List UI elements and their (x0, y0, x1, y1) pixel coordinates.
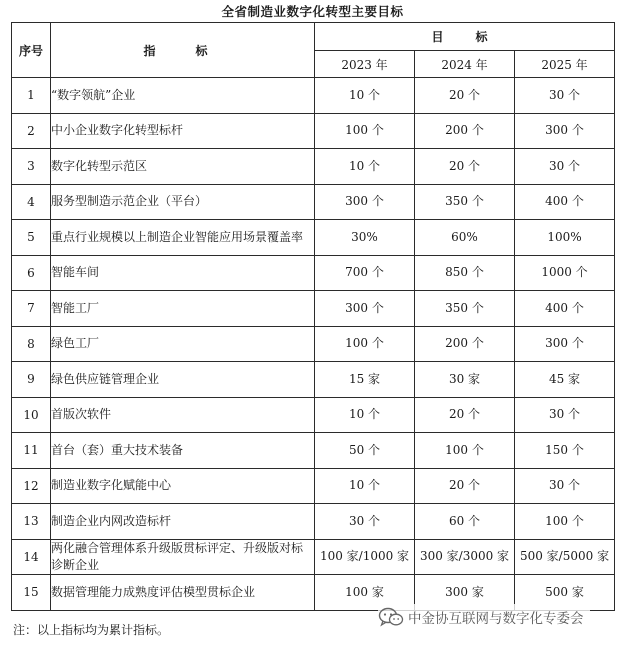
table-row (12, 433, 615, 469)
row-number: 5 (12, 220, 51, 256)
row-value-2023: 100 家 (315, 575, 415, 611)
row-number: 4 (12, 184, 51, 220)
row-value-2023: 100 个 (315, 326, 415, 362)
table-row (12, 539, 615, 575)
table-row (12, 113, 615, 149)
row-value-2024: 300 家/3000 家 (415, 539, 515, 575)
header-target-group: 目 标 (315, 23, 615, 51)
row-number: 12 (12, 468, 51, 504)
wechat-icon (378, 607, 404, 627)
row-indicator: 首台（套）重大技术装备 (51, 433, 315, 469)
row-value-2023: 10 个 (315, 78, 415, 114)
row-number: 7 (12, 291, 51, 327)
row-value-2024: 30 家 (415, 362, 515, 398)
row-value-2024: 60% (415, 220, 515, 256)
table-row (12, 149, 615, 185)
header-year-2023: 2023 年 (315, 51, 415, 78)
row-value-2025: 500 家 (515, 575, 615, 611)
row-number: 2 (12, 113, 51, 149)
row-value-2025: 150 个 (515, 433, 615, 469)
row-value-2025: 100% (515, 220, 615, 256)
row-value-2024: 300 家 (415, 575, 515, 611)
row-indicator: 中小企业数字化转型标杆 (51, 113, 315, 149)
row-indicator: 两化融合管理体系升级版贯标评定、升级版对标诊断企业 (51, 539, 315, 575)
row-number: 9 (12, 362, 51, 398)
row-value-2023: 10 个 (315, 149, 415, 185)
row-indicator: 智能车间 (51, 255, 315, 291)
row-number: 15 (12, 575, 51, 611)
row-value-2023: 30 个 (315, 504, 415, 540)
watermark-text: 中金协互联网与数字化专委会 (408, 611, 584, 627)
row-value-2023: 100 个 (315, 113, 415, 149)
watermark (378, 604, 590, 630)
row-number: 10 (12, 397, 51, 433)
row-number: 1 (12, 78, 51, 114)
row-value-2023: 10 个 (315, 468, 415, 504)
table-title: 全省制造业数字化转型主要目标 (221, 4, 404, 19)
header-year-2025: 2025 年 (515, 51, 615, 78)
table-row (12, 326, 615, 362)
header-year-2024: 2024 年 (415, 51, 515, 78)
row-value-2024: 200 个 (415, 113, 515, 149)
table-row (12, 362, 615, 398)
row-value-2025: 500 家/5000 家 (515, 539, 615, 575)
row-value-2025: 300 个 (515, 113, 615, 149)
table-row (12, 220, 615, 256)
table-row (12, 78, 615, 114)
row-value-2023: 100 家/1000 家 (315, 539, 415, 575)
row-value-2023: 15 家 (315, 362, 415, 398)
row-indicator: 数据管理能力成熟度评估模型贯标企业 (51, 575, 315, 611)
row-value-2024: 20 个 (415, 397, 515, 433)
row-value-2025: 400 个 (515, 184, 615, 220)
row-value-2024: 350 个 (415, 184, 515, 220)
row-indicator: 绿色供应链管理企业 (51, 362, 315, 398)
header-no: 序号 (12, 23, 51, 78)
row-value-2023: 300 个 (315, 291, 415, 327)
row-value-2025: 45 家 (515, 362, 615, 398)
table-row (12, 504, 615, 540)
row-value-2023: 50 个 (315, 433, 415, 469)
table-row (12, 291, 615, 327)
row-value-2024: 20 个 (415, 149, 515, 185)
row-number: 8 (12, 326, 51, 362)
row-value-2025: 100 个 (515, 504, 615, 540)
header-indicator: 指 标 (51, 23, 315, 78)
targets-table (11, 22, 615, 611)
row-indicator: 数字化转型示范区 (51, 149, 315, 185)
row-indicator: 制造业数字化赋能中心 (51, 468, 315, 504)
row-indicator: 绿色工厂 (51, 326, 315, 362)
row-indicator: 智能工厂 (51, 291, 315, 327)
row-number: 13 (12, 504, 51, 540)
row-indicator: 制造企业内网改造标杆 (51, 504, 315, 540)
row-value-2024: 60 个 (415, 504, 515, 540)
row-value-2023: 700 个 (315, 255, 415, 291)
row-indicator: “数字领航”企业 (51, 78, 315, 114)
row-indicator: 首版次软件 (51, 397, 315, 433)
row-indicator: 服务型制造示范企业（平台） (51, 184, 315, 220)
row-value-2025: 30 个 (515, 397, 615, 433)
table-row (12, 468, 615, 504)
row-value-2024: 350 个 (415, 291, 515, 327)
row-value-2025: 30 个 (515, 468, 615, 504)
row-value-2025: 300 个 (515, 326, 615, 362)
row-number: 6 (12, 255, 51, 291)
table-row (12, 255, 615, 291)
row-value-2025: 30 个 (515, 78, 615, 114)
row-value-2024: 20 个 (415, 468, 515, 504)
row-value-2023: 10 个 (315, 397, 415, 433)
row-number: 14 (12, 539, 51, 575)
footnote: 注：以上指标均为累计指标。 (13, 623, 170, 637)
row-number: 3 (12, 149, 51, 185)
table-row (12, 184, 615, 220)
row-value-2024: 200 个 (415, 326, 515, 362)
row-value-2024: 850 个 (415, 255, 515, 291)
row-value-2024: 100 个 (415, 433, 515, 469)
row-indicator: 重点行业规模以上制造企业智能应用场景覆盖率 (51, 220, 315, 256)
row-value-2025: 1000 个 (515, 255, 615, 291)
table-row (12, 397, 615, 433)
row-number: 11 (12, 433, 51, 469)
row-value-2023: 300 个 (315, 184, 415, 220)
row-value-2025: 400 个 (515, 291, 615, 327)
row-value-2023: 30% (315, 220, 415, 256)
row-value-2025: 30 个 (515, 149, 615, 185)
row-value-2024: 20 个 (415, 78, 515, 114)
